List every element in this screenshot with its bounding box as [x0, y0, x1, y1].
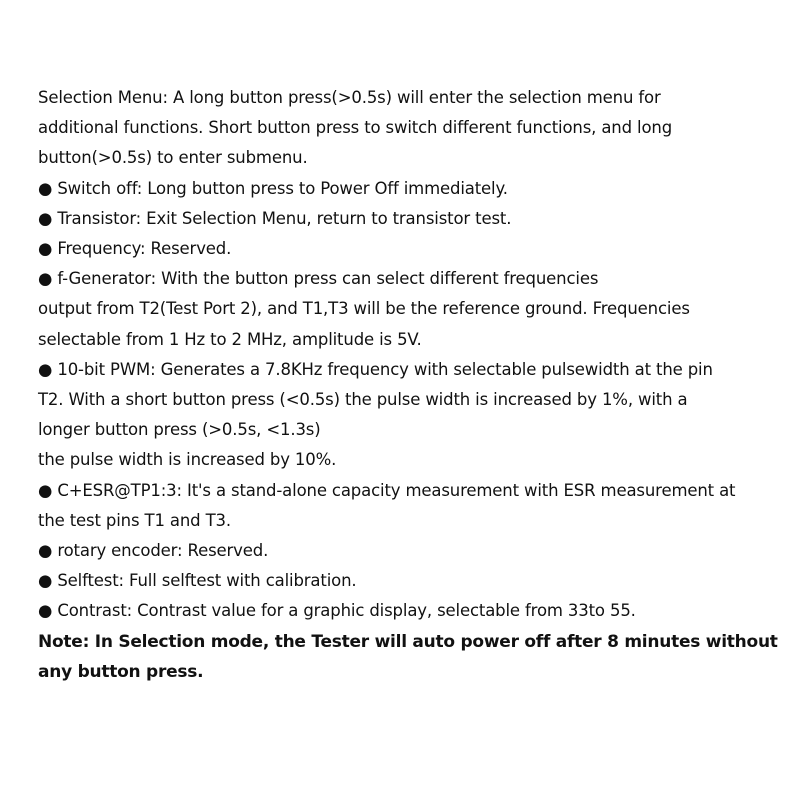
text-line: T2. With a short button press (<0.5s) the pulse width is increased by 1%, with a — [38, 390, 688, 410]
bullet-item-transistor: ● Transistor: Exit Selection Menu, return to transistor test. — [38, 208, 512, 228]
text-line: selectable from 1 Hz to 2 MHz, amplitude is 5V. — [38, 329, 422, 349]
bullet-item-selftest: ● Selftest: Full selftest with calibration. — [38, 571, 357, 591]
text-line: button(>0.5s) to enter submenu. — [38, 148, 308, 168]
bullet-item-contrast: ● Contrast: Contrast value for a graphic display, selectable from 33to 55. — [38, 601, 636, 621]
bullet-item-f-generator: ● f-Generator: With the button press can select different frequencies — [38, 269, 599, 289]
text-line: the pulse width is increased by 10%. — [38, 450, 337, 470]
bullet-item-frequency: ● Frequency: Reserved. — [38, 239, 232, 259]
bullet-item-switch-off: ● Switch off: Long button press to Power Off immediately. — [38, 178, 508, 198]
note-line: any button press. — [38, 661, 204, 682]
text-line: Selection Menu: A long button press(>0.5s) will enter the selection menu for — [38, 88, 661, 107]
bullet-item-rotary-encoder: ● rotary encoder: Reserved. — [38, 541, 269, 561]
text-line: the test pins T1 and T3. — [38, 510, 231, 530]
bullet-item-pwm: ● 10-bit PWM: Generates a 7.8KHz frequency with selectable pulsewidth at the pin — [38, 359, 713, 379]
bullet-item-c-esr: ● C+ESR@TP1:3: It's a stand-alone capacity measurement with ESR measurement at — [38, 480, 736, 500]
text-line: output from T2(Test Port 2), and T1,T3 will be the reference ground. Frequencies — [38, 299, 690, 319]
text-line: additional functions. Short button press to switch different functions, and long — [38, 118, 673, 138]
note-line: Note: In Selection mode, the Tester will auto power off after 8 minutes without — [38, 631, 778, 652]
text-line: longer button press (>0.5s, <1.3s) — [38, 420, 321, 440]
document-body — [38, 83, 778, 687]
